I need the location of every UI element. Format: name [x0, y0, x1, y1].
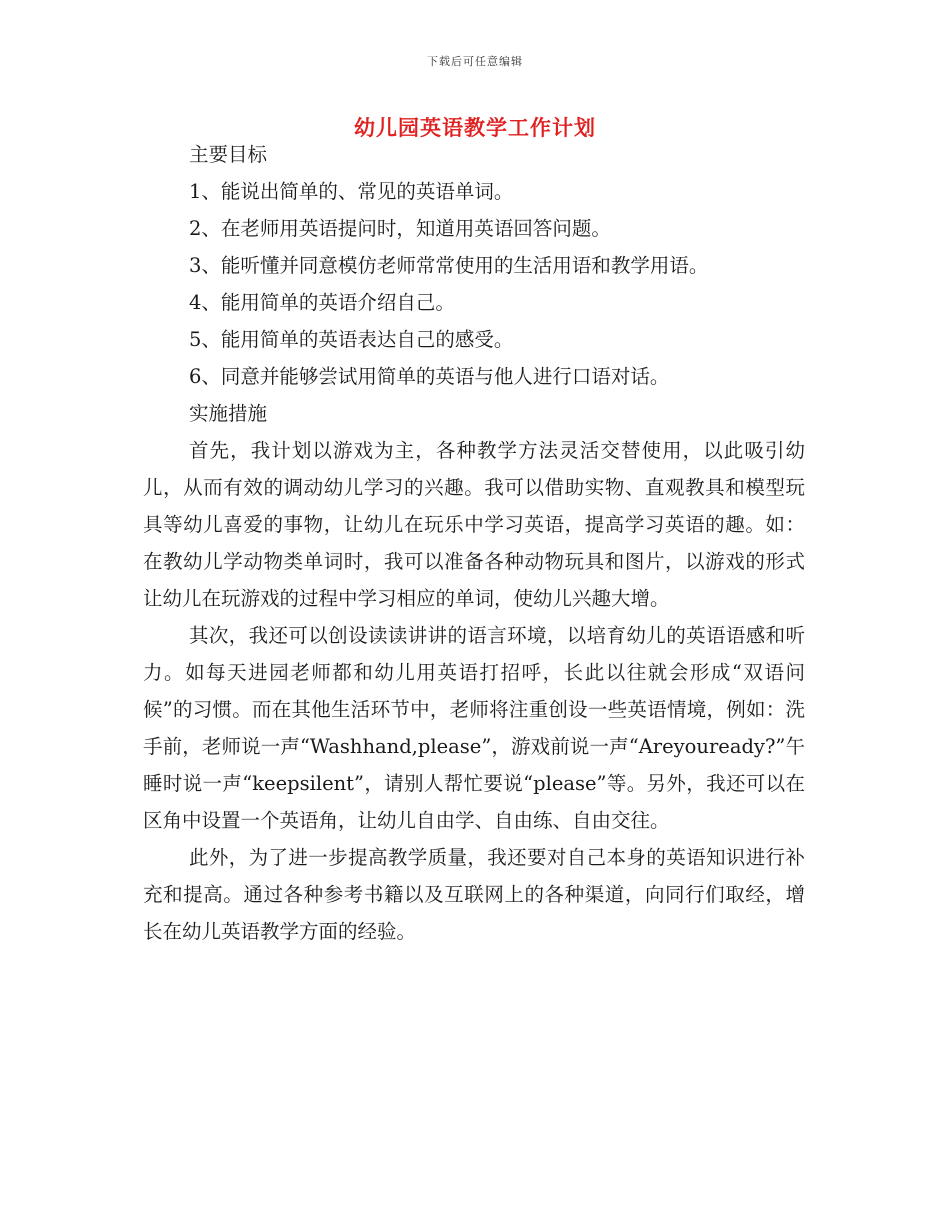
goal-item: 3、能听懂并同意模仿老师常常使用的生活用语和教学用语。 — [189, 254, 709, 277]
body-paragraph: 此外，为了进一步提高教学质量，我还要对自己本身的英语知识进行补充和提高。通过各种参考书籍以及互联网上的各种渠道，向同行们取经，增长在幼儿英语教学方面的经验。 — [143, 846, 805, 943]
goal-item: 1、能说出简单的、常见的英语单词。 — [189, 180, 514, 203]
page-header-note: 下载后可任意编辑 — [427, 55, 523, 68]
section-heading-measures: 实施措施 — [189, 402, 268, 425]
goal-item: 6、同意并能够尝试用简单的英语与他人进行口语对话。 — [189, 365, 670, 388]
section-heading-goals: 主要目标 — [189, 143, 268, 166]
body-paragraph: 首先，我计划以游戏为主，各种教学方法灵活交替使用，以此吸引幼儿，从而有效的调动幼儿学习的兴趣。我可以借助实物、直观教具和模型玩具等幼儿喜爱的事物，让幼儿在玩乐中学习英语，提高学习英语的趣。如：在教幼儿学动物类单词时，我可以准备各种动物玩具和图片，以游戏的形式让幼儿在玩游戏的过程中学习相应的单词，使幼儿兴趣大增。 — [143, 439, 805, 610]
goal-item: 5、能用简单的英语表达自己的感受。 — [189, 328, 514, 351]
goal-item: 4、能用简单的英语介绍自己。 — [189, 291, 455, 314]
body-paragraph: 其次，我还可以创设读读讲讲的语言环境，以培育幼儿的英语语感和听力。如每天进园老师都和幼儿用英语打招呼，长此以往就会形成“双语问候”的习惯。而在其他生活环节中，老师将注重创设一些英语情境，例如：洗手前，老师说一声“Washhand,please”，游戏前说一声“Areyouready?”午睡时说一声“keepsilent”，请别人帮忙要说“please”等。另外，我还可以在区角中设置一个英语角，让幼儿自由学、自由练、自由交往。 — [143, 624, 805, 832]
goal-item: 2、在老师用英语提问时，知道用英语回答问题。 — [189, 217, 611, 240]
document-body — [143, 136, 805, 950]
document-title: 幼儿园英语教学工作计划 — [354, 115, 596, 140]
